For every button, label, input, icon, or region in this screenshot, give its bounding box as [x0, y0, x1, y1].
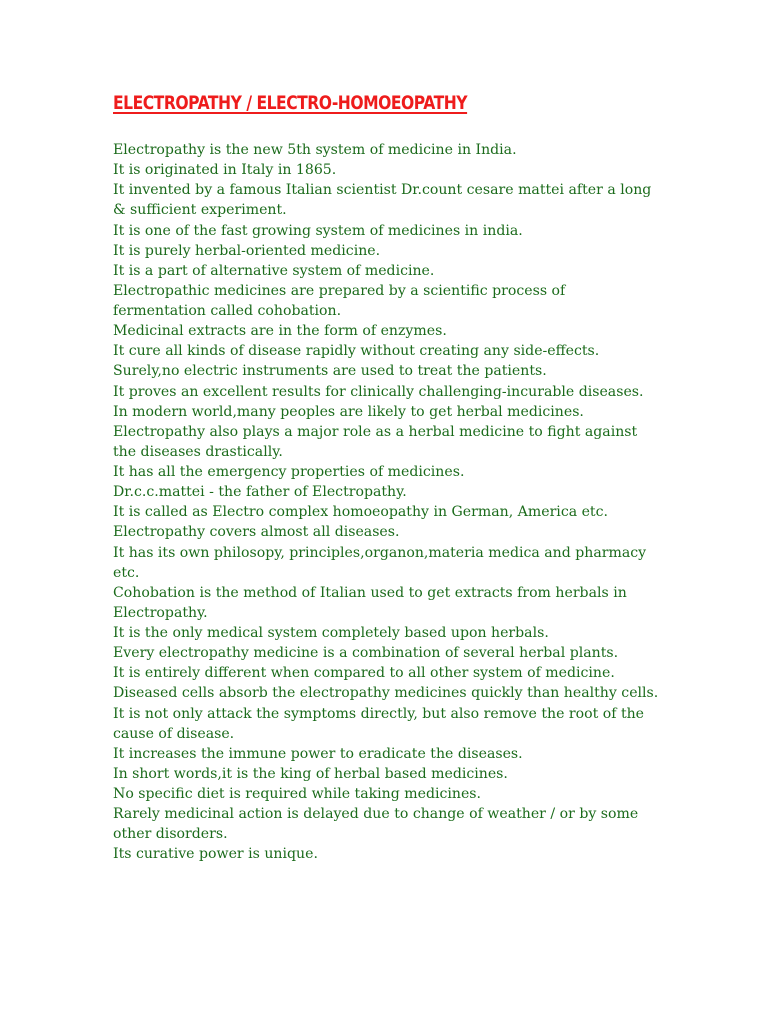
text-line: It is one of the fast growing system of medicines in india.	[113, 222, 523, 239]
text-line: Electropathic medicines are prepared by a scientific process of	[113, 282, 566, 299]
text-line: cause of disease.	[113, 725, 235, 742]
text-line: Every electropathy medicine is a combination of several herbal plants.	[113, 645, 619, 662]
text-line: Electropathy is the new 5th system of medicine in India.	[113, 142, 517, 158]
text-line: & sufficient experiment.	[113, 202, 287, 219]
text-line: It is entirely different when compared to all other system of medicine.	[113, 665, 615, 682]
text-line: It is originated in Italy in 1865.	[113, 162, 337, 179]
text-line: Electropathy.	[113, 604, 208, 621]
text-line: It is called as Electro complex homoeopathy in German, America etc.	[113, 504, 608, 521]
text-line: It cure all kinds of disease rapidly without creating any side-effects.	[113, 343, 600, 360]
document-title: ELECTROPATHY / ELECTRO-HOMOEOPATHY	[113, 92, 468, 114]
text-line: Cohobation is the method of Italian used to get extracts from herbals in	[113, 584, 627, 601]
text-line: the diseases drastically.	[113, 443, 283, 460]
text-line: It increases the immune power to eradicate the diseases.	[113, 745, 523, 762]
document-body	[113, 140, 673, 865]
text-line: etc.	[113, 564, 140, 581]
text-line: It is purely herbal-oriented medicine.	[113, 242, 381, 259]
text-line: Rarely medicinal action is delayed due to change of weather / or by some	[113, 806, 639, 823]
text-line: It is not only attack the symptoms directly, but also remove the root of the	[113, 705, 645, 722]
text-line: In modern world,many peoples are likely to get herbal medicines.	[113, 403, 584, 420]
text-line: Medicinal extracts are in the form of enzymes.	[113, 323, 447, 340]
text-line: Electropathy also plays a major role as a herbal medicine to fight against	[113, 423, 638, 440]
text-line: It is a part of alternative system of medicine.	[113, 262, 435, 279]
text-line: Surely,no electric instruments are used to treat the patients.	[113, 363, 547, 380]
text-line: fermentation called cohobation.	[113, 303, 342, 319]
text-line: It proves an excellent results for clinically challenging-incurable diseases.	[113, 383, 644, 400]
text-line: In short words,it is the king of herbal based medicines.	[113, 765, 508, 782]
text-line: It has all the emergency properties of medicines.	[113, 464, 465, 480]
text-line: Electropathy covers almost all diseases.	[113, 524, 400, 541]
text-line: other disorders.	[113, 826, 228, 843]
text-line: No specific diet is required while taking medicines.	[113, 786, 481, 802]
text-line: It is the only medical system completely based upon herbals.	[113, 625, 549, 641]
text-line: Diseased cells absorb the electropathy medicines quickly than healthy cells.	[113, 685, 659, 702]
text-line: Dr.c.c.mattei - the father of Electropathy.	[113, 484, 407, 501]
text-line: Its curative power is unique.	[113, 846, 318, 863]
text-line: It has its own philosopy, principles,organon,materia medica and pharmacy	[113, 544, 647, 561]
text-line: It invented by a famous Italian scientist Dr.count cesare mattei after a long	[113, 182, 652, 199]
